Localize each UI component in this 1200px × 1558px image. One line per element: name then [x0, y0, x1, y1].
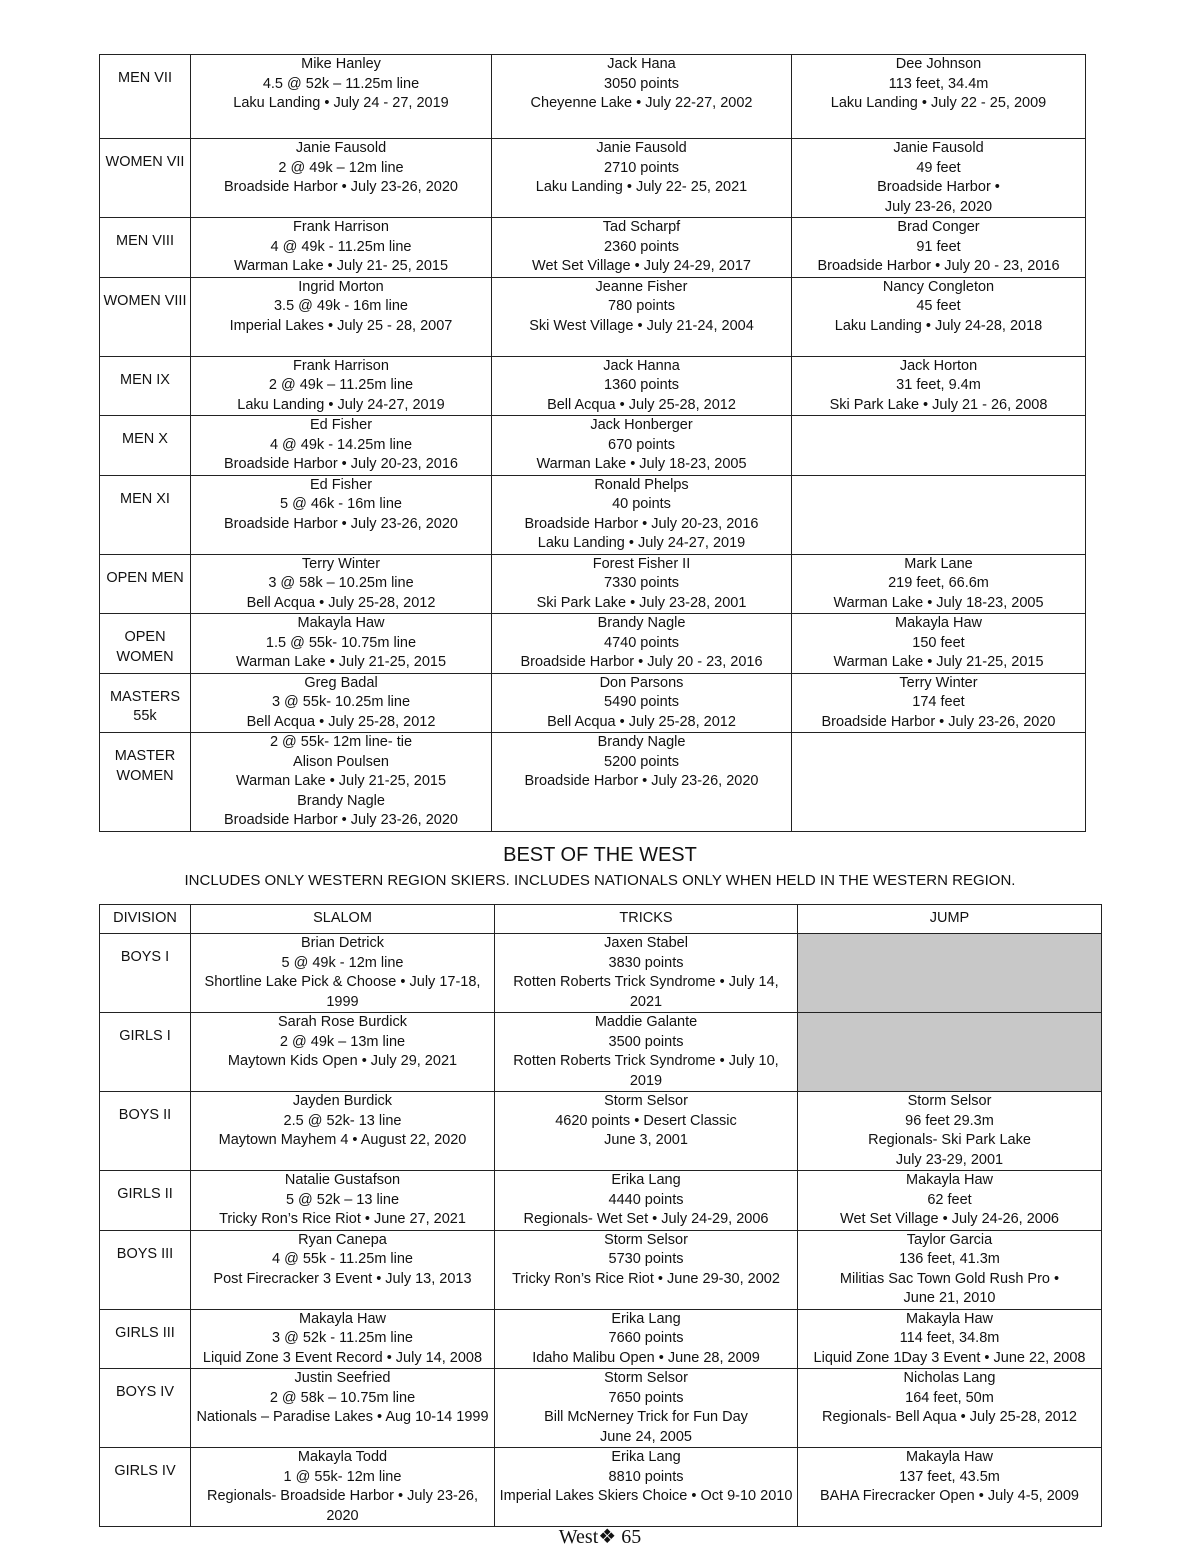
cell-division: OPEN MEN	[100, 554, 191, 614]
cell-tricks: Maddie Galante 3500 points Rotten Roberts Trick Syndrome • July 10, 2019	[495, 1013, 798, 1092]
cell-division: GIRLS III	[100, 1309, 191, 1369]
section-subtitle: INCLUDES ONLY WESTERN REGION SKIERS. INCLUDES NATIONALS ONLY WHEN HELD IN THE WESTERN REGION.	[184, 872, 1016, 889]
cell-jump: Mark Lane 219 feet, 66.6m Warman Lake • July 18-23, 2005	[792, 554, 1086, 614]
best-of-west-table	[99, 904, 1102, 1527]
cell-slalom: Sarah Rose Burdick 2 @ 49k – 13m line Maytown Kids Open • July 29, 2021	[191, 1013, 495, 1092]
cell-division: GIRLS IV	[100, 1448, 191, 1527]
table-row	[100, 1013, 1102, 1092]
cell-tricks: Brandy Nagle 4740 points Broadside Harbor • July 20 - 23, 2016	[492, 614, 792, 674]
page-footer: West❖ 65	[558, 1526, 642, 1548]
cell-slalom: Makayla Todd 1 @ 55k- 12m line Regionals- Broadside Harbor • July 23-26, 2020	[191, 1448, 495, 1527]
header-slalom: SLALOM	[191, 905, 495, 934]
cell-jump: Nicholas Lang 164 feet, 50m Regionals- Bell Aqua • July 25-28, 2012	[798, 1369, 1102, 1448]
cell-slalom: Janie Fausold 2 @ 49k – 12m line Broadside Harbor • July 23-26, 2020	[191, 139, 492, 218]
cell-tricks: Erika Lang 7660 points Idaho Malibu Open • June 28, 2009	[495, 1309, 798, 1369]
cell-division: WOMEN VIII	[100, 277, 191, 356]
cell-jump: Storm Selsor 96 feet 29.3m Regionals- Ski Park Lake July 23-29, 2001	[798, 1092, 1102, 1171]
cell-division: BOYS II	[100, 1092, 191, 1171]
cell-slalom: Ryan Canepa 4 @ 55k - 11.25m line Post Firecracker 3 Event • July 13, 2013	[191, 1230, 495, 1309]
cell-tricks: Jeanne Fisher 780 points Ski West Village • July 21-24, 2004	[492, 277, 792, 356]
table-row	[100, 55, 1086, 139]
table-row	[100, 277, 1086, 356]
cell-tricks: Erika Lang 8810 points Imperial Lakes Skiers Choice • Oct 9-10 2010	[495, 1448, 798, 1527]
cell-jump	[792, 475, 1086, 554]
cell-slalom: Terry Winter 3 @ 58k – 10.25m line Bell Acqua • July 25-28, 2012	[191, 554, 492, 614]
cell-tricks: Janie Fausold 2710 points Laku Landing • July 22- 25, 2021	[492, 139, 792, 218]
header-division: DIVISION	[100, 905, 191, 934]
cell-tricks: Storm Selsor 7650 points Bill McNerney Trick for Fun Day June 24, 2005	[495, 1369, 798, 1448]
cell-slalom: Ingrid Morton 3.5 @ 49k - 16m line Imperial Lakes • July 25 - 28, 2007	[191, 277, 492, 356]
table-row	[100, 1369, 1102, 1448]
table-row	[100, 139, 1086, 218]
cell-division: GIRLS II	[100, 1171, 191, 1231]
cell-division: BOYS IV	[100, 1369, 191, 1448]
cell-tricks: Forest Fisher II 7330 points Ski Park Lake • July 23-28, 2001	[492, 554, 792, 614]
cell-tricks: Tad Scharpf 2360 points Wet Set Village • July 24-29, 2017	[492, 218, 792, 278]
cell-division: MEN X	[100, 416, 191, 476]
cell-jump: Makayla Haw 62 feet Wet Set Village • July 24-26, 2006	[798, 1171, 1102, 1231]
cell-division: WOMEN VII	[100, 139, 191, 218]
cell-division: MASTERS 55k	[100, 673, 191, 733]
header-jump: JUMP	[798, 905, 1102, 934]
table-row	[100, 614, 1086, 674]
cell-jump: Makayla Haw 137 feet, 43.5m BAHA Firecracker Open • July 4-5, 2009	[798, 1448, 1102, 1527]
cell-slalom: Greg Badal 3 @ 55k- 10.25m line Bell Acqua • July 25-28, 2012	[191, 673, 492, 733]
table-row	[100, 356, 1086, 416]
cell-slalom: 2 @ 55k- 12m line- tie Alison Poulsen Warman Lake • July 21-25, 2015 Brandy Nagle Broadside Harbor • July 23-26, 2020	[191, 733, 492, 832]
cell-division: MEN VIII	[100, 218, 191, 278]
records-table-top	[99, 54, 1086, 832]
cell-jump: Makayla Haw 150 feet Warman Lake • July 21-25, 2015	[792, 614, 1086, 674]
cell-division: MEN XI	[100, 475, 191, 554]
cell-jump: Makayla Haw 114 feet, 34.8m Liquid Zone 1Day 3 Event • June 22, 2008	[798, 1309, 1102, 1369]
cell-slalom: Makayla Haw 1.5 @ 55k- 10.75m line Warman Lake • July 21-25, 2015	[191, 614, 492, 674]
cell-tricks: Jack Hana 3050 points Cheyenne Lake • July 22-27, 2002	[492, 55, 792, 139]
cell-jump: Jack Horton 31 feet, 9.4m Ski Park Lake • July 21 - 26, 2008	[792, 356, 1086, 416]
cell-jump	[792, 416, 1086, 476]
cell-tricks: Jack Hanna 1360 points Bell Acqua • July 25-28, 2012	[492, 356, 792, 416]
cell-division: BOYS I	[100, 934, 191, 1013]
cell-tricks: Erika Lang 4440 points Regionals- Wet Set • July 24-29, 2006	[495, 1171, 798, 1231]
cell-slalom: Ed Fisher 5 @ 46k - 16m line Broadside Harbor • July 23-26, 2020	[191, 475, 492, 554]
cell-division: MEN VII	[100, 55, 191, 139]
cell-division: OPEN WOMEN	[100, 614, 191, 674]
table-row	[100, 1171, 1102, 1231]
cell-jump: Brad Conger 91 feet Broadside Harbor • July 20 - 23, 2016	[792, 218, 1086, 278]
table-row	[100, 1092, 1102, 1171]
cell-slalom: Ed Fisher 4 @ 49k - 14.25m line Broadside Harbor • July 20-23, 2016	[191, 416, 492, 476]
cell-division: BOYS III	[100, 1230, 191, 1309]
table-row	[100, 218, 1086, 278]
cell-jump: Nancy Congleton 45 feet Laku Landing • July 24-28, 2018	[792, 277, 1086, 356]
cell-slalom: Mike Hanley 4.5 @ 52k – 11.25m line Laku Landing • July 24 - 27, 2019	[191, 55, 492, 139]
cell-jump	[798, 1013, 1102, 1092]
cell-tricks: Storm Selsor 5730 points Tricky Ron’s Rice Riot • June 29-30, 2002	[495, 1230, 798, 1309]
cell-slalom: Frank Harrison 4 @ 49k - 11.25m line Warman Lake • July 21- 25, 2015	[191, 218, 492, 278]
cell-division: MEN IX	[100, 356, 191, 416]
cell-tricks: Ronald Phelps 40 points Broadside Harbor • July 20-23, 2016 Laku Landing • July 24-27, 2019	[492, 475, 792, 554]
cell-jump	[798, 934, 1102, 1013]
cell-jump: Terry Winter 174 feet Broadside Harbor • July 23-26, 2020	[792, 673, 1086, 733]
cell-slalom: Makayla Haw 3 @ 52k - 11.25m line Liquid Zone 3 Event Record • July 14, 2008	[191, 1309, 495, 1369]
cell-slalom: Brian Detrick 5 @ 49k - 12m line Shortline Lake Pick & Choose • July 17-18, 1999	[191, 934, 495, 1013]
cell-jump	[792, 733, 1086, 832]
table-row	[100, 1309, 1102, 1369]
table-row	[100, 1448, 1102, 1527]
section-title: BEST OF THE WEST	[503, 844, 697, 866]
table-row	[100, 554, 1086, 614]
cell-slalom: Frank Harrison 2 @ 49k – 11.25m line Laku Landing • July 24-27, 2019	[191, 356, 492, 416]
table-row	[100, 934, 1102, 1013]
cell-slalom: Natalie Gustafson 5 @ 52k – 13 line Tricky Ron’s Rice Riot • June 27, 2021	[191, 1171, 495, 1231]
cell-tricks: Storm Selsor 4620 points • Desert Classic June 3, 2001	[495, 1092, 798, 1171]
table-row	[100, 475, 1086, 554]
table-row	[100, 673, 1086, 733]
cell-slalom: Jayden Burdick 2.5 @ 52k- 13 line Maytown Mayhem 4 • August 22, 2020	[191, 1092, 495, 1171]
cell-jump: Taylor Garcia 136 feet, 41.3m Militias Sac Town Gold Rush Pro • June 21, 2010	[798, 1230, 1102, 1309]
cell-division: MASTER WOMEN	[100, 733, 191, 832]
cell-jump: Janie Fausold 49 feet Broadside Harbor • July 23-26, 2020	[792, 139, 1086, 218]
header-row	[100, 905, 1102, 934]
cell-jump: Dee Johnson 113 feet, 34.4m Laku Landing • July 22 - 25, 2009	[792, 55, 1086, 139]
cell-tricks: Don Parsons 5490 points Bell Acqua • July 25-28, 2012	[492, 673, 792, 733]
cell-tricks: Jack Honberger 670 points Warman Lake • July 18-23, 2005	[492, 416, 792, 476]
table-row	[100, 1230, 1102, 1309]
cell-slalom: Justin Seefried 2 @ 58k – 10.75m line Nationals – Paradise Lakes • Aug 10-14 1999	[191, 1369, 495, 1448]
cell-tricks: Jaxen Stabel 3830 points Rotten Roberts Trick Syndrome • July 14, 2021	[495, 934, 798, 1013]
table-row	[100, 416, 1086, 476]
table-row	[100, 733, 1086, 832]
cell-division: GIRLS I	[100, 1013, 191, 1092]
cell-tricks: Brandy Nagle 5200 points Broadside Harbor • July 23-26, 2020	[492, 733, 792, 832]
header-tricks: TRICKS	[495, 905, 798, 934]
